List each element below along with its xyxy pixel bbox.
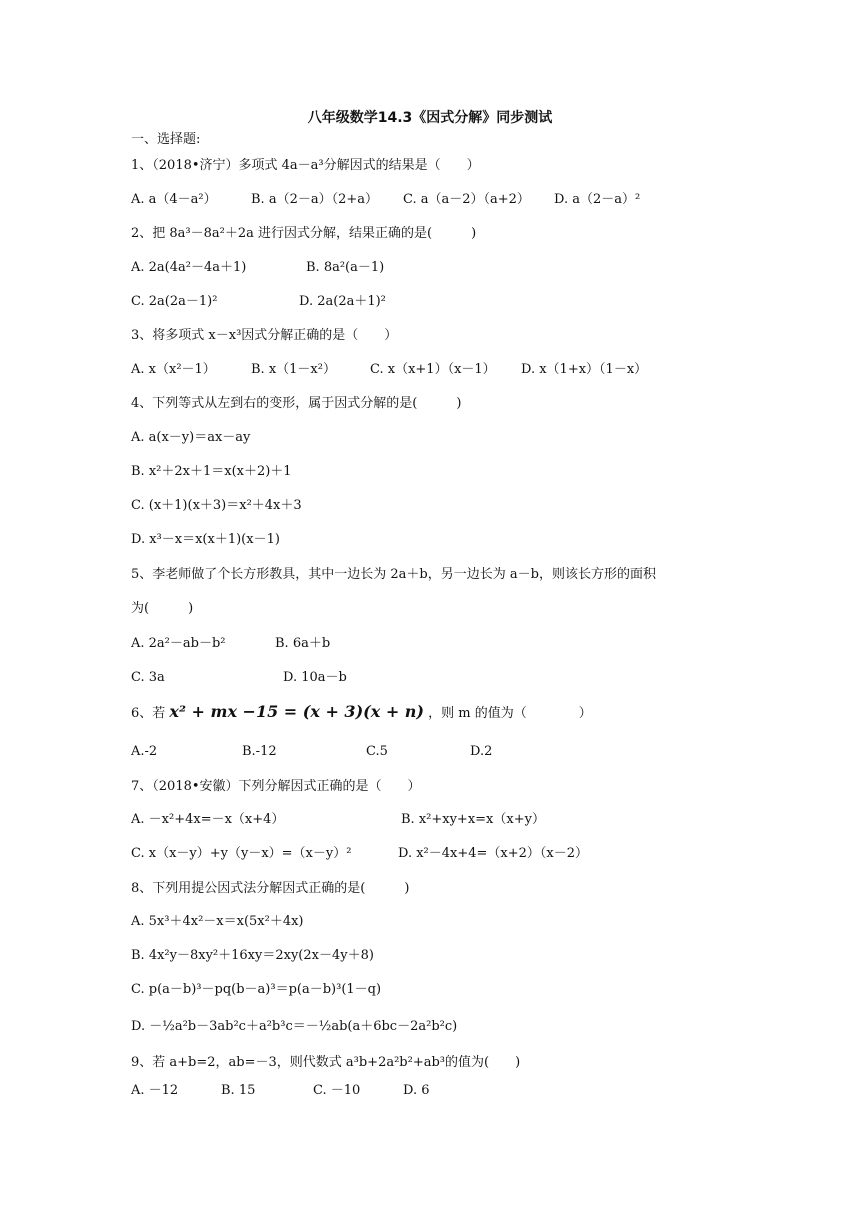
question-8-option-b[interactable]: B. 4x²y－8xy²＋16xy＝2xy(2x－4y＋8) (131, 948, 374, 963)
question-6-stem-suffix: ，则 m 的值为（ ） (428, 706, 592, 721)
question-5-option-a[interactable]: A. 2a²－ab－b² (131, 636, 226, 651)
question-4-option-b[interactable]: B. x²＋2x＋1＝x(x＋2)＋1 (131, 464, 292, 479)
question-1-option-b[interactable]: B. a（2－a）（2+a） (251, 192, 379, 207)
question-3-option-b[interactable]: B. x（1－x²） (251, 362, 336, 377)
question-8-option-d[interactable]: D. －½a²b－3ab²c＋a²b³c＝－½ab(a＋6bc－2a²b²c) (131, 1019, 458, 1034)
question-1-option-d[interactable]: D. a（2－a）² (554, 192, 641, 207)
question-8-option-a[interactable]: A. 5x³＋4x²－x＝x(5x²＋4x) (131, 914, 304, 929)
question-1-option-a[interactable]: A. a（4－a²） (131, 192, 217, 207)
question-2-option-b[interactable]: B. 8a²(a－1) (306, 260, 385, 275)
question-3-stem: 3、将多项式 x－x³因式分解正确的是（ ） (131, 328, 398, 343)
question-7-option-d[interactable]: D. x²－4x+4=（x+2）（x－2） (398, 846, 589, 861)
question-9-option-c[interactable]: C. －10 (313, 1083, 361, 1098)
question-9-option-a[interactable]: A. －12 (131, 1083, 179, 1098)
question-2-stem: 2、把 8a³－8a²＋2a 进行因式分解，结果正确的是( ) (131, 226, 477, 241)
question-6-option-d[interactable]: D.2 (470, 744, 493, 759)
question-7-option-b[interactable]: B. x²+xy+x=x（x+y） (401, 812, 545, 827)
question-7-option-c[interactable]: C. x（x－y）+y（y－x）=（x－y）² (131, 846, 352, 861)
question-6-stem-prefix: 6、若 (131, 706, 166, 721)
question-9-option-d[interactable]: D. 6 (403, 1083, 430, 1098)
section-heading: 一、选择题: (131, 132, 201, 147)
question-6-stem (131, 704, 592, 722)
question-1-stem: 1、（2018•济宁）多项式 4a－a³分解因式的结果是（ ） (131, 158, 480, 173)
question-3-option-a[interactable]: A. x（x²－1） (131, 362, 216, 377)
question-7-option-a[interactable]: A. －x²+4x=－x（x+4） (131, 812, 285, 827)
question-6-option-a[interactable]: A.-2 (131, 744, 158, 759)
question-8-option-c[interactable]: C. p(a－b)³－pq(b－a)³＝p(a－b)³(1－q) (131, 982, 382, 997)
question-5-option-c[interactable]: C. 3a (131, 670, 165, 685)
question-2-option-d[interactable]: D. 2a(2a＋1)² (299, 294, 386, 309)
document-title: 八年级数学14.3《因式分解》同步测试 (307, 110, 553, 126)
question-4-option-a[interactable]: A. a(x－y)＝ax－ay (131, 430, 251, 445)
question-5-stem-continued: 为( ) (131, 601, 194, 616)
question-4-option-d[interactable]: D. x³－x＝x(x＋1)(x－1) (131, 532, 280, 547)
question-6-equation: x² + mx −15 = (x + 3)(x + n) (169, 702, 424, 721)
question-4-option-c[interactable]: C. (x＋1)(x＋3)＝x²＋4x＋3 (131, 498, 302, 513)
question-9-stem: 9、若 a+b=2，ab=－3，则代数式 a³b+2a²b²+ab³的值为( ) (131, 1055, 521, 1070)
question-2-option-c[interactable]: C. 2a(2a－1)² (131, 294, 218, 309)
question-2-option-a[interactable]: A. 2a(4a²－4a＋1) (131, 260, 247, 275)
question-4-stem: 4、下列等式从左到右的变形，属于因式分解的是( ) (131, 396, 462, 411)
question-7-stem: 7、（2018•安徽）下列分解因式正确的是（ ） (131, 779, 421, 794)
question-6-option-c[interactable]: C.5 (366, 744, 388, 759)
question-5-option-b[interactable]: B. 6a＋b (275, 636, 331, 651)
question-5-option-d[interactable]: D. 10a－b (283, 670, 347, 685)
question-9-option-b[interactable]: B. 15 (221, 1083, 256, 1098)
question-5-stem: 5、李老师做了个长方形教具，其中一边长为 2a＋b，另一边长为 a－b，则该长方形的面积 (131, 567, 656, 582)
question-8-stem: 8、下列用提公因式法分解因式正确的是( ) (131, 881, 410, 896)
question-6-option-b[interactable]: B.-12 (242, 744, 277, 759)
question-3-option-d[interactable]: D. x（1+x）（1－x） (521, 362, 648, 377)
question-3-option-c[interactable]: C. x（x+1）（x－1） (370, 362, 496, 377)
question-1-option-c[interactable]: C. a（a－2）（a+2） (403, 192, 530, 207)
